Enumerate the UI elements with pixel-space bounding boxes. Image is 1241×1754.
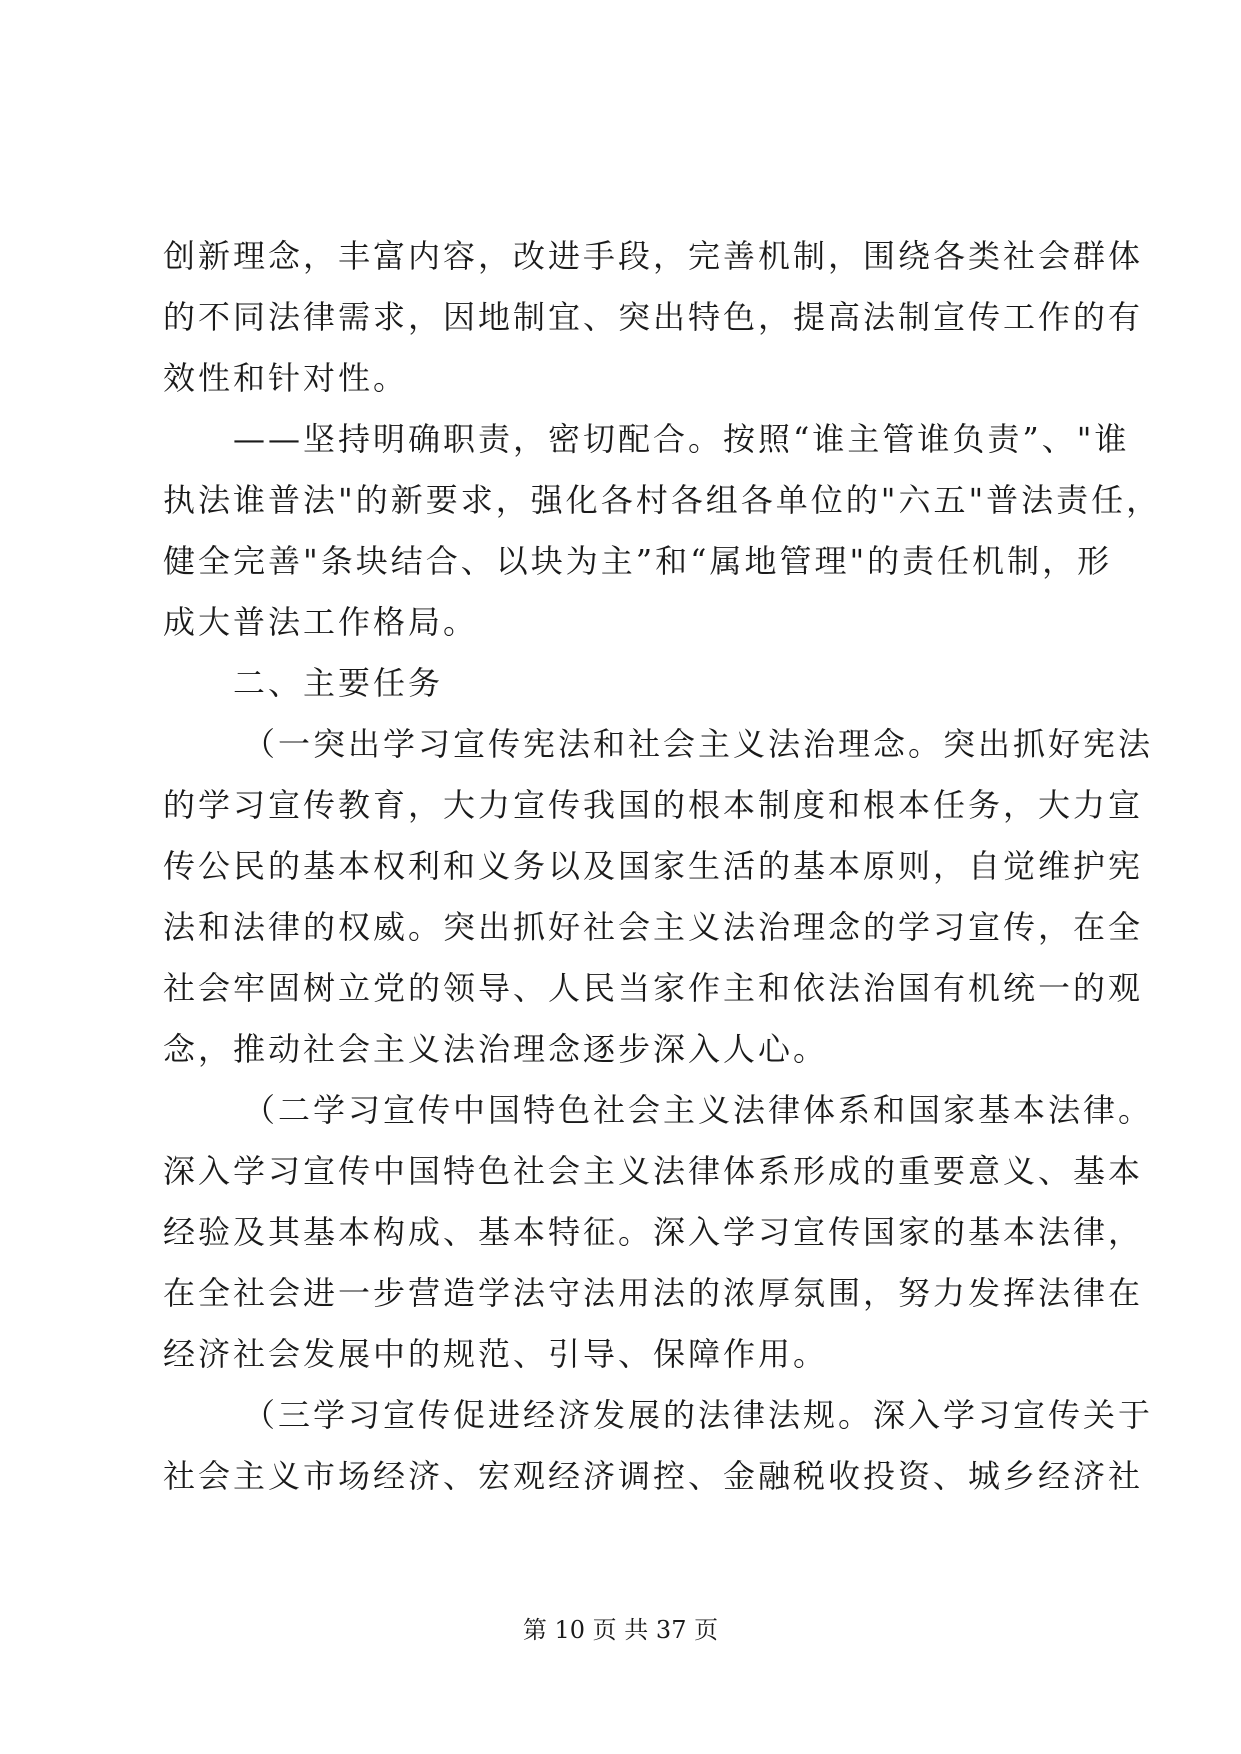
text-line: 效性和针对性。 — [163, 359, 409, 397]
text-line: 的不同法律需求，因地制宜、突出特色，提高法制宣传工作的有 — [163, 298, 1144, 336]
text-line: 在全社会进一步营造学法守法用法的浓厚氛围，努力发挥法律在 — [163, 1274, 1144, 1312]
text-line: 执法谁普法"的新要求，强化各村各组各单位的"六五"普法责任， — [163, 481, 1162, 519]
text-line: （一突出学习宣传宪法和社会主义法治理念。突出抓好宪法 — [243, 725, 1154, 763]
text-line: 的学习宣传教育，大力宣传我国的根本制度和根本任务，大力宣 — [163, 786, 1144, 824]
text-line: （三学习宣传促进经济发展的法律法规。深入学习宣传关于 — [243, 1396, 1154, 1434]
text-line: 社会主义市场经济、宏观经济调控、金融税收投资、城乡经济社 — [163, 1457, 1144, 1495]
text-line: 念，推动社会主义法治理念逐步深入人心。 — [163, 1030, 829, 1068]
document-body — [163, 226, 1162, 1507]
text-line: ——坚持明确职责，密切配合。按照“谁主管谁负责”、"谁 — [233, 420, 1130, 458]
text-line: 成大普法工作格局。 — [163, 603, 479, 641]
text-line: 法和法律的权威。突出抓好社会主义法治理念的学习宣传，在全 — [163, 908, 1144, 946]
text-line: 深入学习宣传中国特色社会主义法律体系形成的重要意义、基本 — [163, 1152, 1144, 1190]
text-line: 社会牢固树立党的领导、人民当家作主和依法治国有机统一的观 — [163, 969, 1144, 1007]
text-line: 经济社会发展中的规范、引导、保障作用。 — [163, 1335, 829, 1373]
page-number-footer: 第 10 页 共 37 页 — [522, 1616, 719, 1644]
text-line: 健全完善"条块结合、以块为主”和“属地管理"的责任机制，形 — [163, 542, 1113, 580]
text-line: 经验及其基本构成、基本特征。深入学习宣传国家的基本法律， — [163, 1213, 1144, 1251]
text-line: （二学习宣传中国特色社会主义法律体系和国家基本法律。 — [243, 1091, 1154, 1129]
section-heading: 二、主要任务 — [233, 664, 444, 702]
text-line: 创新理念，丰富内容，改进手段，完善机制，围绕各类社会群体 — [163, 237, 1144, 275]
text-line: 传公民的基本权利和义务以及国家生活的基本原则，自觉维护宪 — [163, 847, 1144, 885]
